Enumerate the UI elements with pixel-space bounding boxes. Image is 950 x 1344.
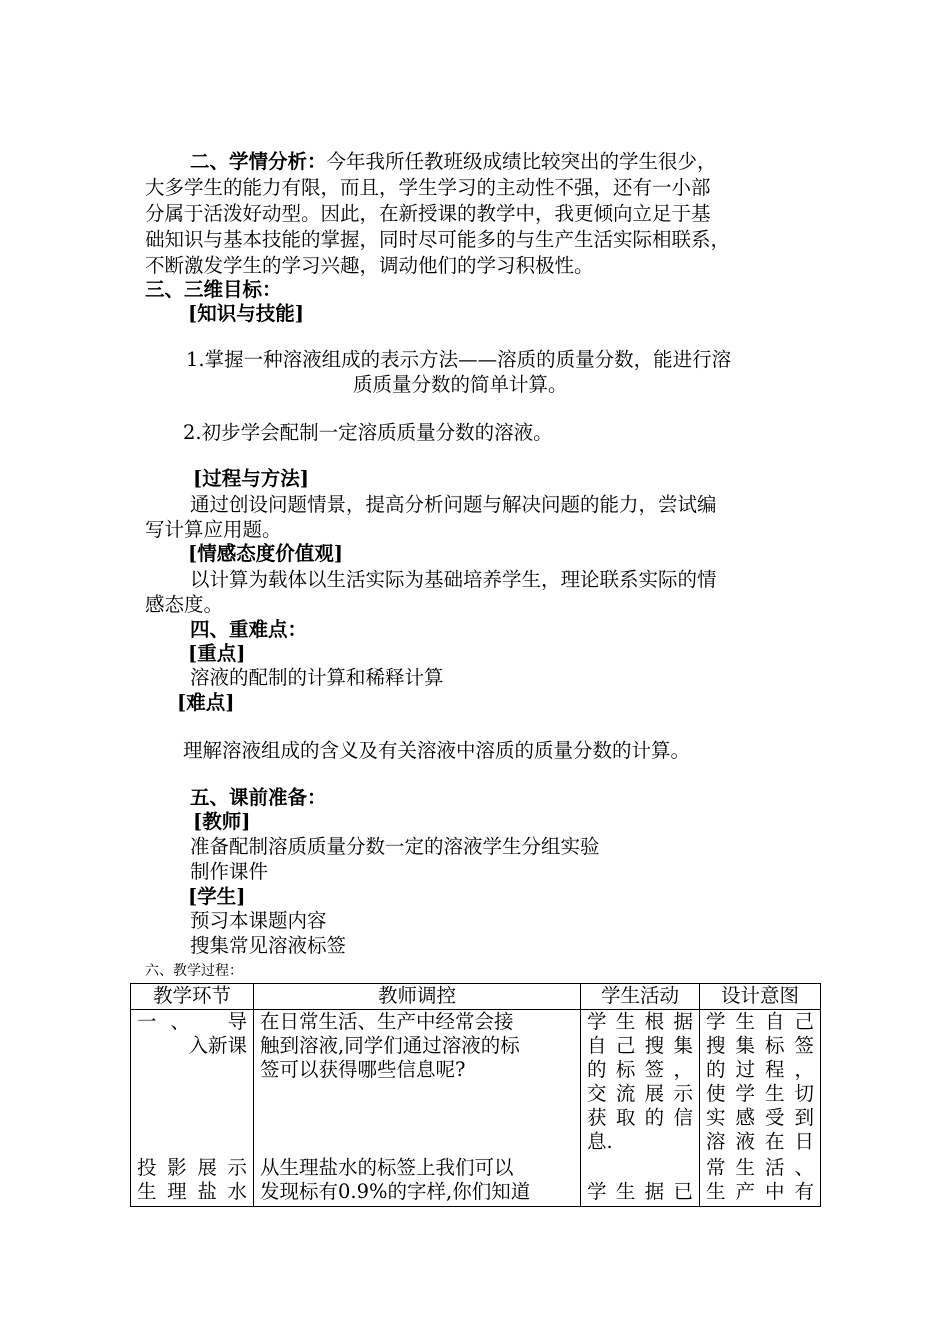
teacher-line-3: 签可以获得哪些信息呢? bbox=[260, 1058, 466, 1081]
teacher-control-cell bbox=[254, 1010, 581, 1207]
student-line-5: 获取的信 bbox=[587, 1106, 693, 1129]
teacher-item-2: 制作课件 bbox=[190, 860, 269, 883]
header-teacher-control: 教师调控 bbox=[254, 984, 581, 1010]
section2-first-line bbox=[190, 149, 717, 175]
goal1-line2: 质质量分数的简单计算。 bbox=[353, 373, 568, 396]
table-row bbox=[131, 1010, 821, 1207]
student-line-1: 学生根据 bbox=[587, 1010, 693, 1033]
section3-heading: 三、三维目标： bbox=[145, 278, 282, 301]
knowledge-heading: [知识与技能] bbox=[188, 302, 304, 325]
key-heading: [重点] bbox=[188, 642, 246, 665]
teacher-line-4: 从生理盐水的标签上我们可以 bbox=[260, 1156, 514, 1179]
emotion-line2: 感态度。 bbox=[145, 593, 224, 616]
teacher-heading: [教师] bbox=[193, 810, 251, 833]
student-line-2: 自己搜集 bbox=[587, 1034, 693, 1057]
section2-line-5: 不断激发学生的学习兴趣，调动他们的学习积极性。 bbox=[145, 254, 594, 277]
teacher-line-5: 发现标有0.9%的字样,你们知道 bbox=[260, 1180, 531, 1203]
difficult-heading: [难点] bbox=[177, 691, 235, 714]
header-student-activity: 学生活动 bbox=[581, 984, 700, 1010]
stage-line-1: 一、 导 bbox=[137, 1010, 247, 1033]
goal1-line1: 1.掌握一种溶液组成的表示方法——溶质的质量分数，能进行溶 bbox=[186, 348, 732, 371]
section2-line-4: 础知识与基本技能的掌握，同时尽可能多的与生产生活实际相联系， bbox=[145, 228, 731, 251]
teacher-line-1: 在日常生活、生产中经常会接 bbox=[260, 1010, 514, 1033]
section5-heading: 五、课前准备： bbox=[190, 786, 327, 809]
student-item-2: 搜集常见溶液标签 bbox=[190, 934, 347, 957]
goal2: 2.初步学会配制一定溶质质量分数的溶液。 bbox=[183, 421, 553, 444]
student-line-3: 的标签， bbox=[587, 1058, 693, 1081]
intent-line-3: 的过程， bbox=[706, 1058, 814, 1081]
section2-line-3: 分属于活泼好动型。因此，在新授课的教学中，我更倾向立足于基 bbox=[145, 202, 711, 225]
intent-line-7: 常生活、 bbox=[706, 1156, 814, 1179]
stage-line-2: 入新课 bbox=[188, 1034, 247, 1057]
teaching-process-table bbox=[130, 983, 821, 1207]
section2-line-1: 今年我所任教班级成绩比较突出的学生很少， bbox=[326, 150, 717, 173]
intent-line-1: 学生自己 bbox=[706, 1010, 814, 1033]
section2-heading: 二、学情分析： bbox=[190, 150, 327, 173]
intent-line-5: 实感受到 bbox=[706, 1106, 814, 1129]
section6-heading: 六、教学过程： bbox=[145, 963, 243, 979]
student-line-7: 学生据已 bbox=[587, 1180, 693, 1203]
section2-line-2: 大多学生的能力有限，而且，学生学习的主动性不强，还有一小部 bbox=[145, 176, 711, 199]
stage-cell bbox=[131, 1010, 254, 1207]
stage-line-3: 投影展示 bbox=[137, 1156, 247, 1179]
difficult-text: 理解溶液组成的含义及有关溶液中溶质的质量分数的计算。 bbox=[183, 739, 691, 762]
student-line-4: 交流展示 bbox=[587, 1082, 693, 1105]
student-activity-cell bbox=[581, 1010, 700, 1207]
process-line1: 通过创设问题情景，提高分析问题与解决问题的能力，尝试编 bbox=[190, 493, 717, 516]
student-heading: [学生] bbox=[188, 885, 246, 908]
header-design-intent: 设计意图 bbox=[700, 984, 821, 1010]
section4-heading: 四、重难点： bbox=[190, 618, 308, 641]
teacher-item-1: 准备配制溶质质量分数一定的溶液学生分组实验 bbox=[190, 835, 600, 858]
key-text: 溶液的配制的计算和稀释计算 bbox=[190, 666, 444, 689]
table-header-row bbox=[131, 984, 821, 1010]
student-item-1: 预习本课题内容 bbox=[190, 909, 327, 932]
teacher-line-2: 触到溶液,同学们通过溶液的标 bbox=[260, 1034, 520, 1057]
intent-line-4: 使学生切 bbox=[706, 1082, 814, 1105]
design-intent-cell bbox=[700, 1010, 821, 1207]
emotion-heading: [情感态度价值观] bbox=[188, 542, 343, 565]
process-line2: 写计算应用题。 bbox=[145, 518, 282, 541]
header-teaching-stage: 教学环节 bbox=[131, 984, 254, 1010]
intent-line-8: 生产中有 bbox=[706, 1180, 814, 1203]
stage-line-4: 生理盐水 bbox=[137, 1180, 247, 1203]
student-line-6: 息. bbox=[587, 1130, 613, 1153]
intent-line-2: 搜集标签 bbox=[706, 1034, 814, 1057]
emotion-line1: 以计算为载体以生活实际为基础培养学生，理论联系实际的情 bbox=[190, 568, 717, 591]
intent-line-6: 溶液在日 bbox=[706, 1130, 814, 1153]
process-heading: [过程与方法] bbox=[193, 467, 309, 490]
